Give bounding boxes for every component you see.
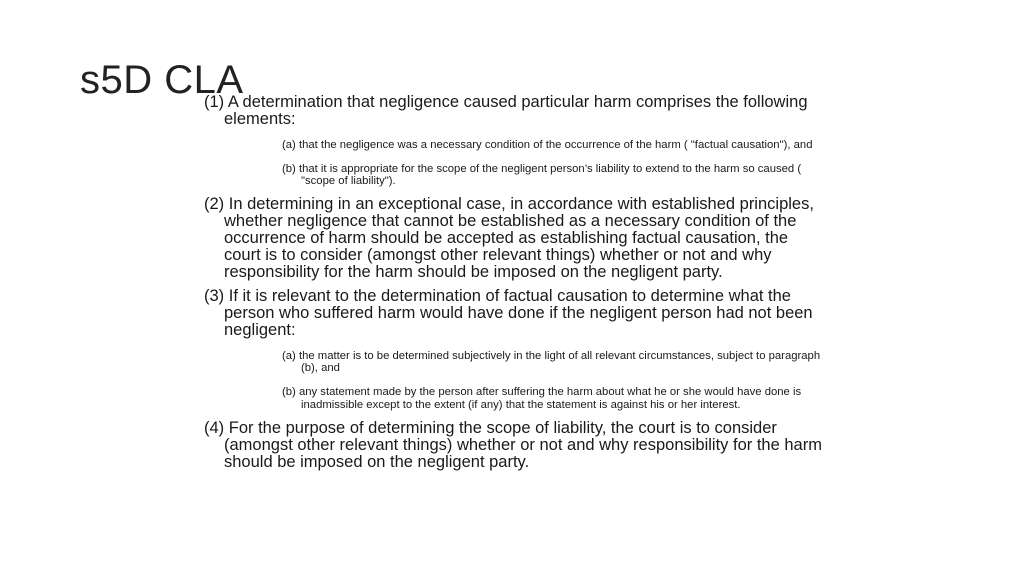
slide-body <box>204 94 824 478</box>
subitem-1a: (a) that the negligence was a necessary condition of the occurrence of the harm ( "factual causation"), and <box>282 138 813 151</box>
slide-title: s5D CLA <box>80 58 244 102</box>
paragraph-1: (1) A determination that negligence caused particular harm comprises the following elements: <box>204 93 808 128</box>
subitem-3a: (a) the matter is to be determined subjectively in the light of all relevant circumstances, subject to paragraph (b), and <box>282 350 821 375</box>
paragraph-4: (4) For the purpose of determining the scope of liability, the court is to consider (amongst other relevant things) whether or not and why responsibility for the harm should be imposed on the negligent party. <box>204 419 822 471</box>
subitem-1b: (b) that it is appropriate for the scope of the negligent person’s liability to extend to the harm so caused ( "scope of liability"). <box>282 162 802 187</box>
paragraph-3-subitems <box>204 350 824 411</box>
paragraph-2: (2) In determining in an exceptional case, in accordance with established principles, whether negligence that cannot be established as a necessary condition of the occurrence of harm should be accepted as establishing factual causation, the court is to consider (amongst other relevant things) whether or not and why responsibility for the harm should be imposed on the negligent party. <box>204 195 814 281</box>
subitem-3b: (b) any statement made by the person after suffering the harm about what he or she would have done is inadmissible except to the extent (if any) that the statement is against his or her interest. <box>282 386 802 411</box>
paragraph-3: (3) If it is relevant to the determination of factual causation to determine what the person who suffered harm would have done if the negligent person had not been negligent: <box>204 287 813 339</box>
paragraph-1-subitems <box>204 139 824 188</box>
